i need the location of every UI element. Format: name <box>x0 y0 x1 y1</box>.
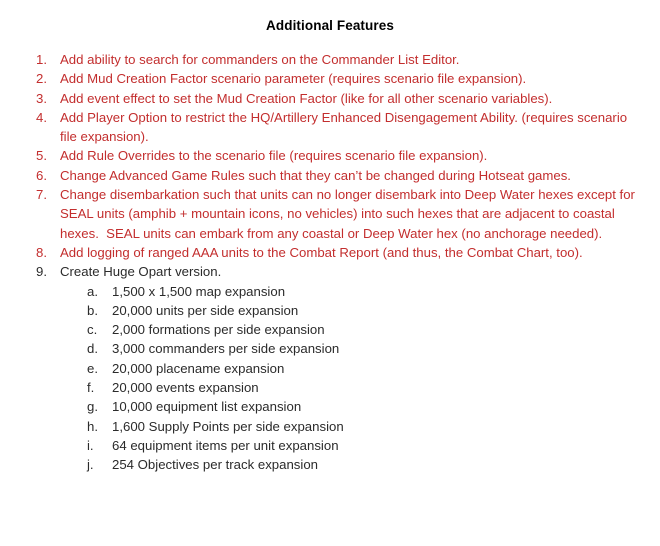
sub-list-item-marker: d. <box>87 341 98 357</box>
list-item-marker: 5. <box>36 148 47 164</box>
list-item-text: Change Advanced Game Rules such that they can’t be changed during Hotseat games. <box>60 167 571 183</box>
list-item-text: Add ability to search for commanders on the Commander List Editor. <box>60 52 460 67</box>
sub-list-item-marker: i. <box>87 437 94 453</box>
sub-list-item-text: 20,000 units per side expansion <box>112 302 299 318</box>
sub-list-item-marker: e. <box>87 360 98 376</box>
list-item <box>0 185 660 243</box>
sub-list-item-text: 1,500 x 1,500 map expansion <box>112 283 286 299</box>
list-item <box>0 108 660 147</box>
list-item-text: Add logging of ranged AAA units to the Combat Report (and thus, the Combat Chart, too). <box>60 244 583 260</box>
list-item <box>0 146 660 165</box>
list-item-marker: 4. <box>36 109 47 125</box>
list-item <box>0 50 660 69</box>
list-item-text: Add Mud Creation Factor scenario parameter (requires scenario file expansion). <box>60 71 527 87</box>
list-item <box>0 89 660 108</box>
list-item-marker: 9. <box>36 264 47 280</box>
sub-list-item-marker: b. <box>87 302 98 318</box>
list-item <box>0 262 660 474</box>
sub-list-item-marker: c. <box>87 322 98 338</box>
sub-list-item-text: 2,000 formations per side expansion <box>112 322 325 338</box>
sub-list-item <box>60 417 646 436</box>
sub-list-item <box>60 301 646 320</box>
features-list-block <box>0 50 660 475</box>
sub-list-item-marker: f. <box>87 380 95 396</box>
list-item-marker: 8. <box>36 244 47 260</box>
sub-list-item-marker: a. <box>87 283 98 299</box>
sub-list-item <box>60 378 646 397</box>
sub-list-item <box>60 436 646 455</box>
list-item-marker: 6. <box>36 167 47 183</box>
features-list <box>0 50 660 475</box>
sub-list-item-text: 64 equipment items per unit expansion <box>112 437 339 453</box>
sub-list-item-marker: g. <box>87 399 98 415</box>
sub-list-item <box>60 339 646 358</box>
list-item-text: Add Player Option to restrict the HQ/Artillery Enhanced Disengagement Ability. (requires scenario file expansion). <box>60 109 631 145</box>
list-item-marker: 2. <box>36 71 47 87</box>
sub-list-item-text: 10,000 equipment list expansion <box>112 399 302 415</box>
sub-list-item <box>60 397 646 416</box>
list-item-marker: 7. <box>36 187 47 203</box>
list-item <box>0 166 660 185</box>
sub-features-list <box>60 282 646 475</box>
sub-list-item-marker: h. <box>87 418 98 434</box>
sub-list-item <box>60 282 646 301</box>
sub-list-item-text: 254 Objectives per track expansion <box>112 457 318 473</box>
list-item <box>0 69 660 88</box>
list-item-marker: 1. <box>36 52 47 67</box>
sub-list-item <box>60 455 646 474</box>
list-item-text: Add event effect to set the Mud Creation Factor (like for all other scenario variables). <box>60 90 553 106</box>
sub-list-item-text: 1,600 Supply Points per side expansion <box>112 418 344 434</box>
sub-list-item-text: 20,000 events expansion <box>112 380 259 396</box>
list-item-text: Change disembarkation such that units can no longer disembark into Deep Water hexes except for SEAL units (amphib + mountain icons, no vehicles) into such hexes that are adjacent to coastal hexes. SEAL units can embark from any coastal or Deep Water hex (no anchorage needed). <box>60 187 639 241</box>
page-title: Additional Features <box>266 18 394 33</box>
list-item-text: Add Rule Overrides to the scenario file (requires scenario file expansion). <box>60 148 488 164</box>
list-item-text: Create Huge Opart version. <box>60 264 222 280</box>
sub-list-item-marker: j. <box>87 457 94 473</box>
sub-list-item-text: 3,000 commanders per side expansion <box>112 341 340 357</box>
sub-list-item <box>60 359 646 378</box>
list-item-marker: 3. <box>36 90 47 106</box>
sub-list-item-text: 20,000 placename expansion <box>112 360 285 376</box>
list-item <box>0 243 660 262</box>
sub-list-item <box>60 320 646 339</box>
